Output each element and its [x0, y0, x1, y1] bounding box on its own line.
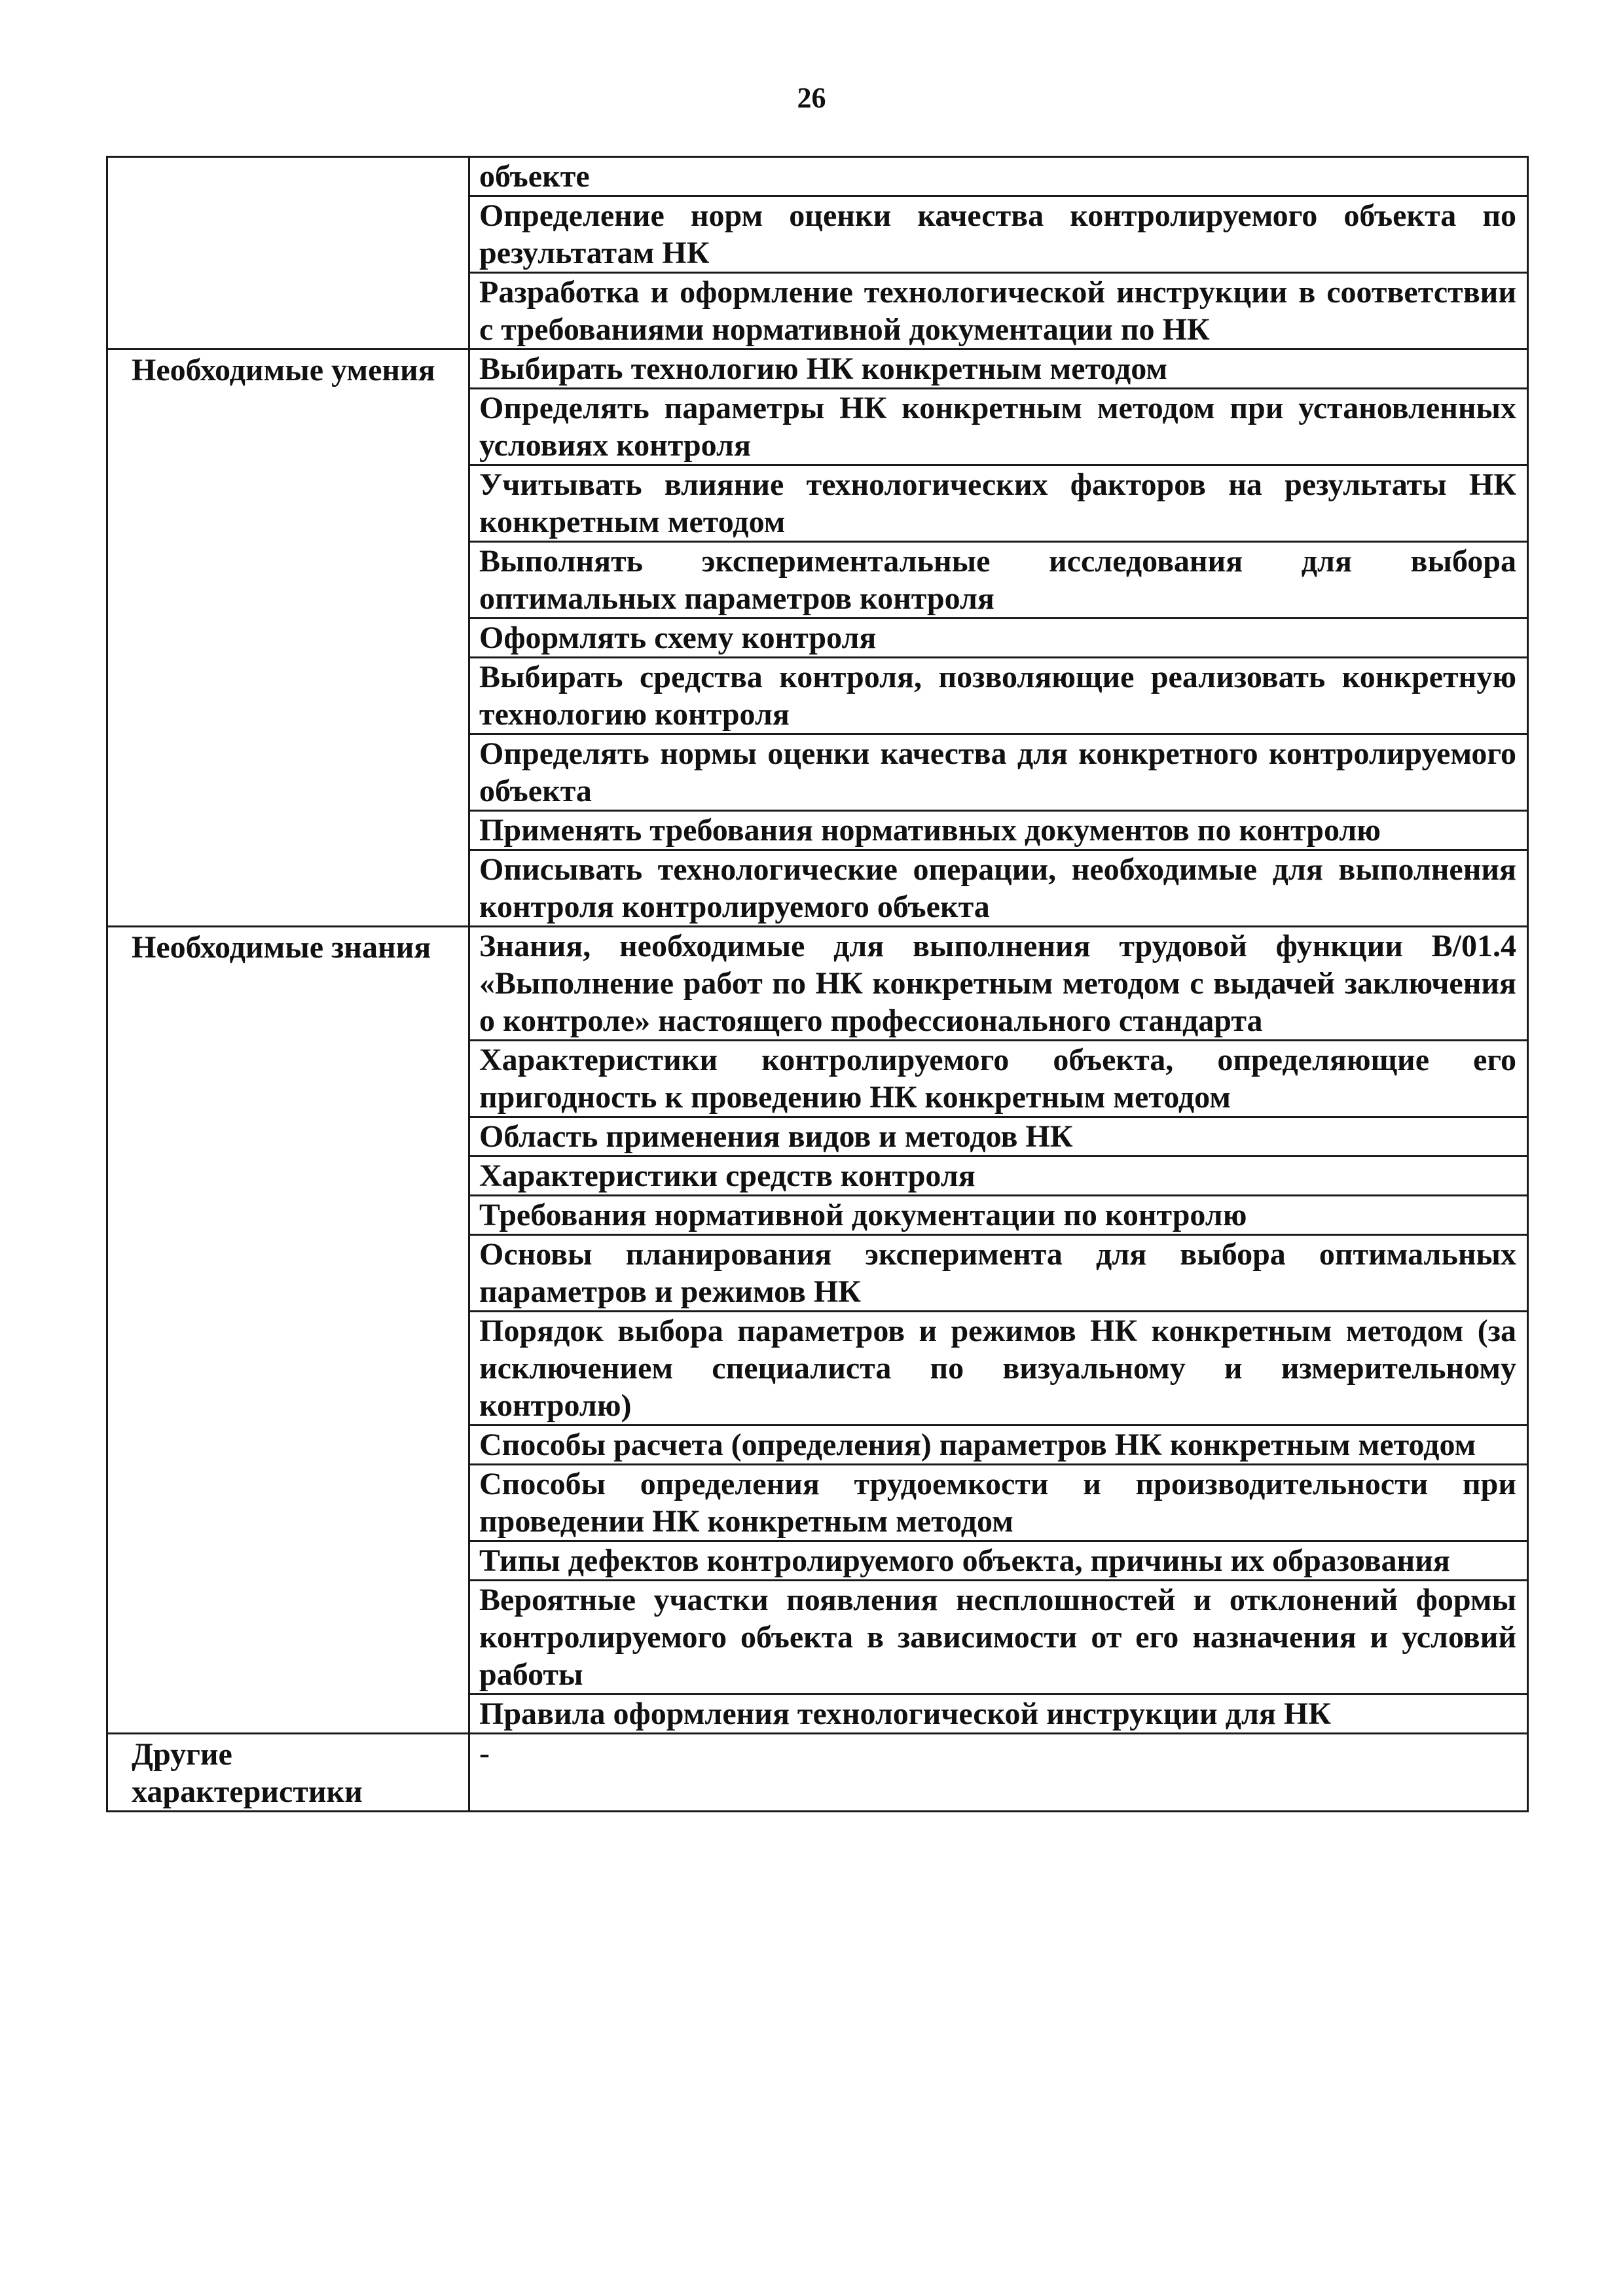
requirement-cell: Определять параметры НК конкретным методом при установленных условиях контроля [469, 389, 1528, 465]
table-row [107, 157, 1528, 196]
requirement-cell: Применять требования нормативных документов по контролю [469, 811, 1528, 850]
section-label: Другие характеристики [107, 1734, 469, 1812]
table-row [107, 350, 1528, 389]
requirement-cell: Разработка и оформление технологической инструкции в соответствии с требованиями нормативной документации по НК [469, 273, 1528, 350]
requirement-cell: Основы планирования эксперимента для выбора оптимальных параметров и режимов НК [469, 1235, 1528, 1312]
requirement-cell: Оформлять схему контроля [469, 619, 1528, 658]
requirement-cell: - [469, 1734, 1528, 1812]
page-number: 26 [797, 82, 826, 114]
requirement-cell: Вероятные участки появления несплошностей и отклонений формы контролируемого объекта в зависимости от его назначения и условий работы [469, 1581, 1528, 1695]
requirement-cell: Типы дефектов контролируемого объекта, причины их образования [469, 1541, 1528, 1581]
requirements-table-body [107, 157, 1528, 1812]
requirement-cell: Порядок выбора параметров и режимов НК конкретным методом (за исключением специалиста по визуальному и измерительному контролю) [469, 1312, 1528, 1426]
requirement-cell: Описывать технологические операции, необходимые для выполнения контроля контролируемого объекта [469, 850, 1528, 927]
requirement-cell: Знания, необходимые для выполнения трудовой функции В/01.4 «Выполнение работ по НК конкретным методом с выдачей заключения о контроле» настоящего профессионального стандарта [469, 927, 1528, 1041]
requirement-cell: Определять нормы оценки качества для конкретного контролируемого объекта [469, 734, 1528, 811]
requirement-cell: Выполнять экспериментальные исследования для выбора оптимальных параметров контроля [469, 542, 1528, 619]
requirement-cell: Область применения видов и методов НК [469, 1117, 1528, 1157]
requirement-cell: Выбирать средства контроля, позволяющие реализовать конкретную технологию контроля [469, 658, 1528, 734]
requirement-cell: Выбирать технологию НК конкретным методом [469, 350, 1528, 389]
requirement-cell: Способы расчета (определения) параметров НК конкретным методом [469, 1426, 1528, 1465]
requirement-cell: Определение норм оценки качества контролируемого объекта по результатам НК [469, 196, 1528, 273]
section-label [107, 157, 469, 350]
table-row [107, 1734, 1528, 1812]
requirement-cell: Характеристики контролируемого объекта, определяющие его пригодность к проведению НК конкретным методом [469, 1041, 1528, 1117]
table-row [107, 927, 1528, 1041]
requirement-cell: Характеристики средств контроля [469, 1157, 1528, 1196]
requirement-cell: объекте [469, 157, 1528, 196]
section-label: Необходимые умения [107, 350, 469, 927]
requirement-cell: Учитывать влияние технологических факторов на результаты НК конкретным методом [469, 465, 1528, 542]
requirement-cell: Требования нормативной документации по контролю [469, 1196, 1528, 1235]
requirement-cell: Правила оформления технологической инструкции для НК [469, 1695, 1528, 1734]
requirement-cell: Способы определения трудоемкости и производительности при проведении НК конкретным методом [469, 1465, 1528, 1541]
requirements-table [106, 156, 1529, 1812]
section-label: Необходимые знания [107, 927, 469, 1734]
